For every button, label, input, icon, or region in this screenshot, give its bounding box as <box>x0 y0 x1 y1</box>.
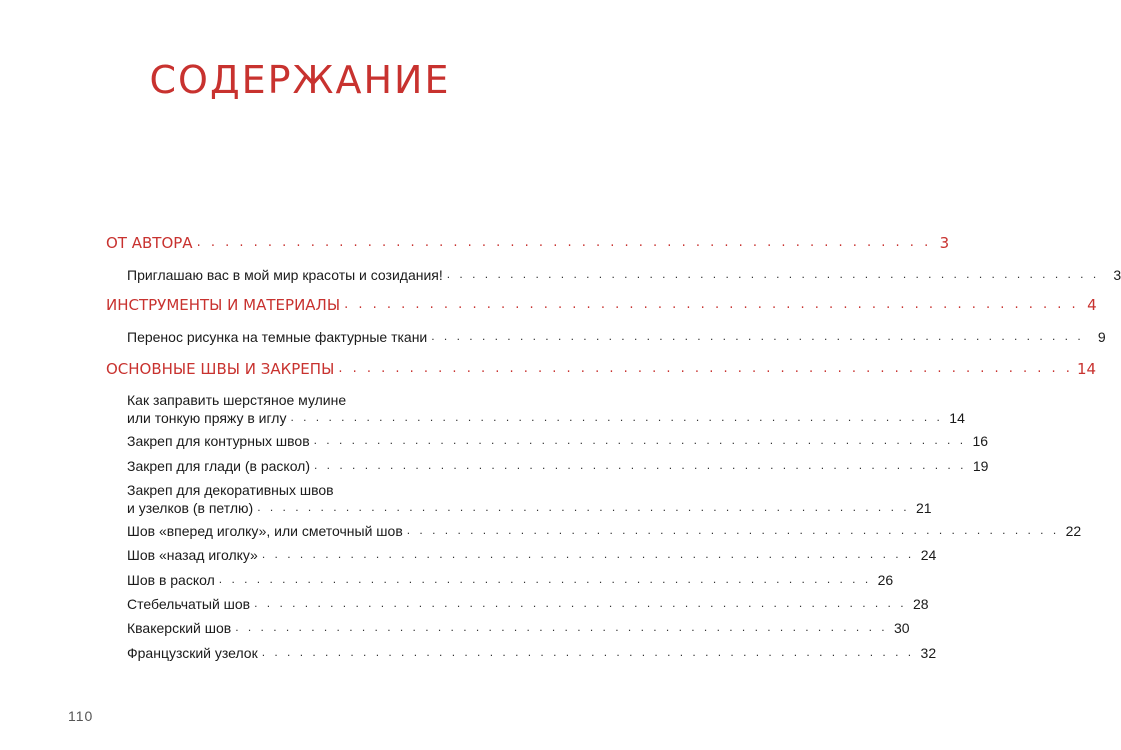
dot-leader: . . . . . . . . . . . . . . . . . . . . . . . . . . . . . . . . . . . . . . . . . . . . . . . . . . . . <box>406 523 1060 537</box>
toc-section-page: 4 <box>1087 296 1097 314</box>
toc-item-page: 9 <box>1097 329 1106 345</box>
toc-item-label: и узелков (в петлю) <box>127 500 254 516</box>
toc-item[interactable] <box>127 620 910 636</box>
dot-leader: . . . . . . . . . . . . . . . . . . . . . . . . . . . . . . . . . . . . . . . . . . . . . . . . . . . . <box>235 620 888 634</box>
toc-item[interactable] <box>127 433 989 449</box>
dot-leader: . . . . . . . . . . . . . . . . . . . . . . . . . . . . . . . . . . . . . . . . . . . . . . . . . . . . <box>313 433 967 447</box>
toc-section-tools[interactable] <box>106 296 1097 314</box>
toc-section-label: ОСНОВНЫЕ ШВЫ И ЗАКРЕПЫ <box>106 360 335 378</box>
toc-item-label: Французский узелок <box>127 645 258 661</box>
toc-item-label: Квакерский шов <box>127 620 232 636</box>
dot-leader: . . . . . . . . . . . . . . . . . . . . . . . . . . . . . . . . . . . . . . . . . . . . . . . . . . . . <box>261 645 915 659</box>
toc-item[interactable] <box>127 572 894 588</box>
toc-item-label: или тонкую пряжу в иглу <box>127 410 287 426</box>
dot-leader: . . . . . . . . . . . . . . . . . . . . . . . . . . . . . . . . . . . . . . . . . . . . . . . . . . . . <box>431 329 1084 343</box>
toc-section-page: 14 <box>1076 360 1097 378</box>
toc-item-page: 14 <box>949 410 965 426</box>
toc-item-label: Шов в раскол <box>127 572 215 588</box>
page-title: СОДЕРЖАНИЕ <box>149 58 451 102</box>
toc-section-label: ИНСТРУМЕНТЫ И МАТЕРИАЛЫ <box>106 296 341 314</box>
toc-item-label: Закреп для контурных швов <box>127 433 310 449</box>
toc-item-label: Закреп для глади (в раскол) <box>127 458 311 474</box>
dot-leader: . . . . . . . . . . . . . . . . . . . . . . . . . . . . . . . . . . . . . . . . . . . . . . . . . . . . <box>290 410 943 424</box>
toc-item[interactable] <box>127 547 937 563</box>
toc-item[interactable] <box>127 645 937 661</box>
dot-leader: . . . . . . . . . . . . . . . . . . . . . . . . . . . . . . . . . . . . . . . . . . . . . . . . . . . . <box>338 361 1073 376</box>
toc-item-label-line1: Как заправить шерстяное мулине <box>127 392 347 408</box>
toc-item-label: Перенос рисунка на темные фактурные ткани <box>127 329 428 345</box>
toc-item[interactable] <box>127 523 1082 539</box>
toc-item-page: 24 <box>920 547 937 563</box>
toc-item[interactable] <box>127 329 1106 345</box>
toc-section-label: ОТ АВТОРА <box>106 234 193 252</box>
toc-item[interactable] <box>127 500 932 516</box>
dot-leader: . . . . . . . . . . . . . . . . . . . . . . . . . . . . . . . . . . . . . . . . . . . . . . . . . . . . <box>257 500 910 514</box>
toc-section-stitches[interactable] <box>106 360 1097 378</box>
toc-item-label: Шов «вперед иголку», или сметочный шов <box>127 523 403 539</box>
page-number: 110 <box>68 708 94 724</box>
toc-item-page: 21 <box>916 500 932 516</box>
toc-item-page: 28 <box>912 596 929 612</box>
toc-item[interactable] <box>127 267 1121 283</box>
dot-leader: . . . . . . . . . . . . . . . . . . . . . . . . . . . . . . . . . . . . . . . . . . . . . . . . . . . . <box>254 596 907 610</box>
toc-item-label-line1: Закреп для декоративных швов <box>127 482 334 498</box>
toc-item-page: 30 <box>894 620 910 636</box>
toc-item[interactable] <box>127 458 989 474</box>
toc-item[interactable] <box>127 410 965 426</box>
dot-leader: . . . . . . . . . . . . . . . . . . . . . . . . . . . . . . . . . . . . . . . . . . . . . . . . . . . . <box>218 572 872 586</box>
toc-item-page: 26 <box>877 572 894 588</box>
dot-leader: . . . . . . . . . . . . . . . . . . . . . . . . . . . . . . . . . . . . . . . . . . . . . . . . . . . . <box>446 267 1100 281</box>
toc-item-page: 22 <box>1065 523 1082 539</box>
toc-item-page: 19 <box>972 458 989 474</box>
toc-section-author[interactable] <box>106 234 950 252</box>
toc-item-page: 32 <box>920 645 937 661</box>
toc-item-label: Приглашаю вас в мой мир красоты и созидания! <box>127 267 443 283</box>
toc-section-page: 3 <box>939 234 950 252</box>
toc-item-page: 16 <box>972 433 989 449</box>
dot-leader: . . . . . . . . . . . . . . . . . . . . . . . . . . . . . . . . . . . . . . . . . . . . . . . . . . . . <box>344 297 1079 312</box>
toc-item-page: 3 <box>1113 267 1121 283</box>
toc-item-label: Стебельчатый шов <box>127 596 251 612</box>
toc-item[interactable] <box>127 596 929 612</box>
dot-leader: . . . . . . . . . . . . . . . . . . . . . . . . . . . . . . . . . . . . . . . . . . . . . . . . . . . . <box>196 235 932 250</box>
dot-leader: . . . . . . . . . . . . . . . . . . . . . . . . . . . . . . . . . . . . . . . . . . . . . . . . . . . . <box>261 547 915 561</box>
toc-item-label: Шов «назад иголку» <box>127 547 258 563</box>
dot-leader: . . . . . . . . . . . . . . . . . . . . . . . . . . . . . . . . . . . . . . . . . . . . . . . . . . . . <box>314 458 967 472</box>
